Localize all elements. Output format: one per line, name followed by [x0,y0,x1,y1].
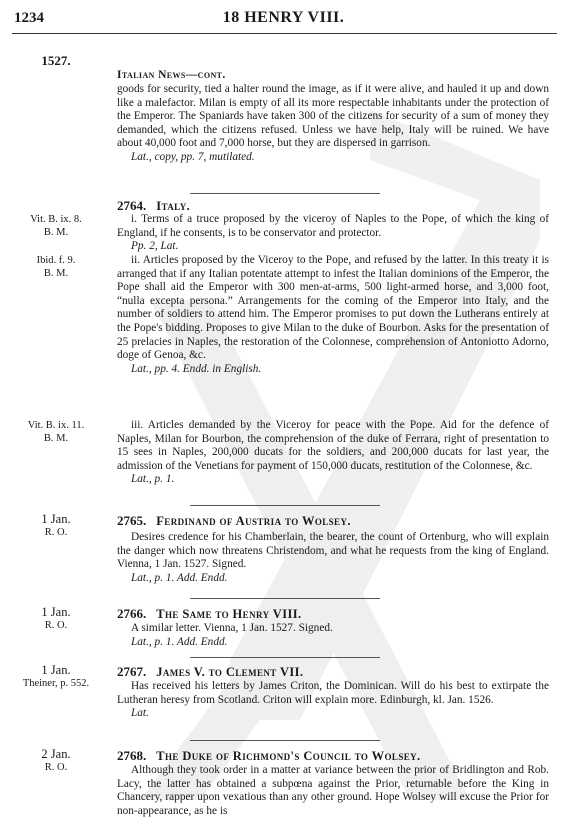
note: Lat. [131,707,149,720]
note: Lat., p. 1. Add. Endd. [131,571,228,584]
entry-date: 1 Jan. R. O. [41,512,71,538]
divider [190,657,380,658]
entry-2764-part-2: ii. Articles proposed by the Viceroy to the Pope, and refused by the latter. In this treaty it is arranged that if any Italian potentate attempt to infest the Italian dominions of the Emperor, the Pope shall aid the Emperor with 300 men-at-arms, 500 light-armed horse, and 3,000 foot, “nulla excepta persona.” Arrangements for the coming of the Emperor into Italy, and the number of soldiers to attend him. The Emperor promises to put down the Lutherans entirely at the Pope's bidding. Proposes to give Milan to the duke of Bourbon. Asks for the presentation of 25 prelacies in Naples, the restoration of the Colonnese, comprehension of Antoniotto Adorno, doge of Genoa, &c. Lat., pp. 4. Endd. in English. [117,254,549,375]
divider [190,505,380,506]
entry-heading-2764: 2764. Italy. [117,198,191,213]
entry-2767-text: Has received his letters by James Criton, the Dominican. Will do his best to extirpate the Lutheran heresy from Scotland. Criton will explain more. Edinburgh, kl. Jan. 1526. Lat. [117,680,549,720]
marginal-ref: Vit. B. ix. 11. B. M. [27,420,85,444]
marginal-ref: Ibid. f. 9. B. M. [36,255,76,279]
running-head: 18 HENRY VIII. [222,9,345,26]
italian-news-text: goods for security, tied a halter round the image, as if it were alive, and hauled it up and down like a malefactor. Milan is empty of all its more respectable inhabitants under the protection of the Emperor. The Spaniards have taken 300 of the citizens for security of a sum of money they demanded, which the citizens refused. Unless we have help, Italy will be ruined. We have about 40,000 foot and 7,000 horse, but they are dispersed in garrison. Lat., copy, pp. 7, mutilated. [117,83,549,163]
divider [190,193,380,194]
entry-2764-part-1: i. Terms of a truce proposed by the viceroy of Naples to the Pope, of which the king of England, if he consents, is to be conservator and protector. Pp. 2, Lat. [117,213,549,253]
header-rule [12,33,557,34]
page-number: 1234 [14,10,44,26]
section-heading: Italian News—cont. [117,69,226,81]
marginal-ref: Vit. B. ix. 8. B. M. [30,214,82,238]
entry-date: 1 Jan. R. O. [41,605,71,631]
divider [190,740,380,741]
entry-2765-text: Desires credence for his Chamberlain, the bearer, the count of Ortenburg, who will explain the danger which now threatens Christendom, and what he requests from the king of England. Vienna, 1 Jan. 1527. Signed. Lat., p. 1. Add. Endd. [117,531,549,584]
entry-heading-2768: 2768. The Duke of Richmond's Council to Wolsey. [117,748,421,763]
year-label: 1527. [41,53,71,68]
page-header [0,6,567,30]
entry-heading-2766: 2766. The Same to Henry VIII. [117,606,302,621]
entry-2764-part-3: iii. Articles demanded by the Viceroy for peace with the Pope. Aid for the defence of Naples, Milan for Bourbon, the comprehension of the duke of Ferrara, right of presentation to 15 sees in Naples, 200,000 ducats for the soldiers, and 200,000 ducats for last year, the admission of the Venetians for payment of 150,000 ducats, restitution of the Colonnese, &c. Lat., p. 1. [117,419,549,486]
note: Lat., p. 1. [131,473,175,486]
entry-date: 1 Jan. Theiner, p. 552. [22,663,90,689]
note: Lat., pp. 4. Endd. in English. [131,362,262,375]
divider [190,598,380,599]
entry-heading-2765: 2765. Ferdinand of Austria to Wolsey. [117,513,351,528]
entry-date: 2 Jan. R. O. [41,747,71,773]
entry-2768-text: Although they took order in a matter at variance between the prior of Bridlington and Rob. Lacy, the latter has obtained a subpœna against the Prior, returnable before the King in Chancery, rapper upon vexatious than any other ground. Hope Wolsey will excuse the Prior for non-appearance, as he is [117,764,549,817]
note: Lat., copy, pp. 7, mutilated. [131,150,255,163]
entry-2766-text: A similar letter. Vienna, 1 Jan. 1527. Signed. Lat., p. 1. Add. Endd. [117,622,549,649]
note: Pp. 2, Lat. [131,240,179,253]
entry-heading-2767: 2767. James V. to Clement VII. [117,664,304,679]
note: Lat., p. 1. Add. Endd. [131,635,228,648]
